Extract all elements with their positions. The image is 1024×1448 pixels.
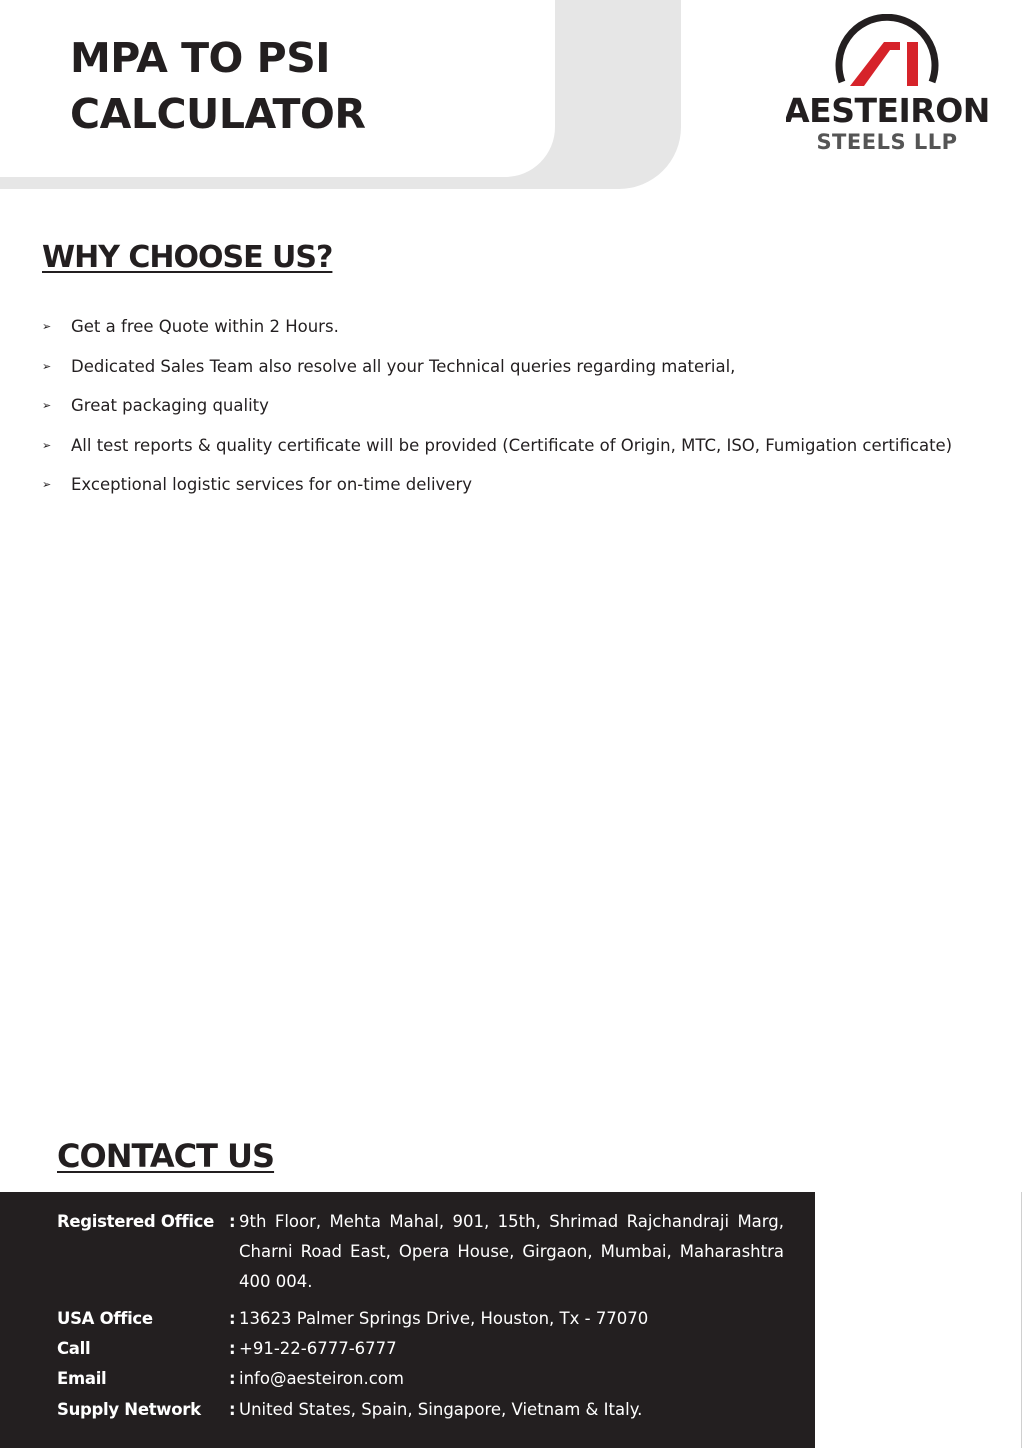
contact-row-registered-office bbox=[57, 1207, 784, 1297]
colon-separator: : bbox=[229, 1309, 236, 1328]
call-label: Call bbox=[57, 1339, 91, 1358]
benefit-text: All test reports & quality certificate will be provided (Certificate of Origin, MTC, ISO, Fumigation certificate) bbox=[71, 435, 953, 455]
usa-office-label: USA Office bbox=[57, 1309, 153, 1328]
contact-row-call bbox=[57, 1334, 397, 1364]
arrow-bullet-icon: ➢ bbox=[42, 478, 52, 492]
aesteiron-logo bbox=[786, 14, 988, 154]
benefit-text: Great packaging quality bbox=[71, 396, 269, 416]
contact-panel bbox=[0, 1192, 815, 1448]
arrow-bullet-icon: ➢ bbox=[42, 399, 52, 413]
colon-separator: : bbox=[229, 1369, 236, 1388]
colon-separator: : bbox=[229, 1400, 236, 1419]
logo-red-i bbox=[907, 42, 918, 86]
benefit-text: Exceptional logistic services for on-time delivery bbox=[71, 475, 473, 495]
page-title-line-1: MPA TO PSI bbox=[70, 34, 331, 82]
aesteiron-logo-icon bbox=[786, 14, 988, 154]
page-title-line-2: CALCULATOR bbox=[70, 90, 366, 138]
arrow-bullet-icon: ➢ bbox=[42, 320, 52, 334]
list-item bbox=[42, 386, 1002, 426]
registered-office-value: 9th Floor, Mehta Mahal, 901, 15th, Shrimad Rajchandraji Marg, Charni Road East, Opera House, Girgaon, Mumbai, Maharashtra 400 004. bbox=[239, 1212, 784, 1291]
logo-brand-name: AESTEIRON bbox=[786, 91, 988, 130]
page-title bbox=[70, 30, 365, 142]
supply-network-label: Supply Network bbox=[57, 1400, 201, 1419]
contact-row-usa-office bbox=[57, 1304, 648, 1334]
phone-number[interactable]: +91-22-6777-6777 bbox=[239, 1339, 397, 1358]
colon-separator: : bbox=[229, 1212, 236, 1231]
registered-office-label: Registered Office bbox=[57, 1212, 215, 1231]
arrow-bullet-icon: ➢ bbox=[42, 359, 52, 373]
colon-separator: : bbox=[229, 1339, 236, 1358]
list-item bbox=[42, 347, 1002, 387]
contact-heading: CONTACT US bbox=[57, 1137, 275, 1175]
contact-row-email bbox=[57, 1364, 404, 1394]
benefits-list bbox=[42, 307, 1002, 505]
usa-office-value: 13623 Palmer Springs Drive, Houston, Tx - 77070 bbox=[239, 1309, 649, 1328]
email-label: Email bbox=[57, 1369, 107, 1388]
why-choose-heading: WHY CHOOSE US? bbox=[42, 240, 333, 275]
page-edge-rule bbox=[1021, 1192, 1022, 1448]
contact-row-supply-network bbox=[57, 1395, 642, 1425]
list-item bbox=[42, 426, 1002, 466]
supply-network-value: United States, Spain, Singapore, Vietnam & Italy. bbox=[239, 1400, 643, 1419]
logo-red-a bbox=[850, 42, 900, 86]
benefit-text: Get a free Quote within 2 Hours. bbox=[71, 317, 339, 337]
email-address[interactable]: info@aesteiron.com bbox=[239, 1369, 404, 1388]
benefit-text: Dedicated Sales Team also resolve all your Technical queries regarding material, bbox=[71, 356, 736, 376]
list-item bbox=[42, 465, 1002, 505]
logo-brand-sub: STEELS LLP bbox=[816, 130, 958, 154]
arrow-bullet-icon: ➢ bbox=[42, 438, 52, 452]
list-item bbox=[42, 307, 1002, 347]
